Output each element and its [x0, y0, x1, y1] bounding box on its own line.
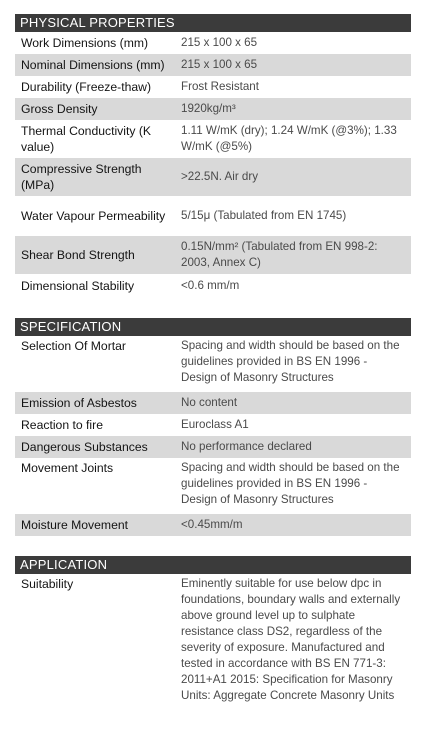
physical-properties-section: [15, 14, 411, 298]
row-value: No content: [181, 396, 238, 409]
row-label: Dimensional Stability: [21, 279, 135, 293]
row-value: >22.5N. Air dry: [181, 170, 259, 183]
application-section: [15, 556, 411, 746]
row-value: <0.45mm/m: [181, 518, 243, 531]
physical-properties-header: PHYSICAL PROPERTIES: [15, 14, 411, 32]
row-label: Water Vapour Permeability: [21, 209, 166, 223]
table-row: [15, 54, 411, 76]
specification-header: SPECIFICATION: [15, 318, 411, 336]
row-value: 1920kg/m³: [181, 102, 236, 115]
table-row: [15, 236, 411, 274]
table-row: [15, 436, 411, 458]
table-row: [15, 274, 411, 298]
row-value: Frost Resistant: [181, 80, 259, 93]
row-value: 5/15μ (Tabulated from EN 1745): [181, 209, 347, 222]
table-row: [15, 336, 411, 392]
table-row: [15, 76, 411, 98]
row-value: Spacing and width should be based on the guidelines provided in BS EN 1996 - Design of Masonry Structures: [181, 339, 400, 384]
row-label: Suitability: [21, 577, 74, 591]
row-label: Selection Of Mortar: [21, 339, 126, 353]
table-row: [15, 120, 411, 158]
row-value: Euroclass A1: [181, 418, 249, 431]
table-row: [15, 414, 411, 436]
table-row: [15, 98, 411, 120]
application-header: APPLICATION: [15, 556, 411, 574]
row-label: Moisture Movement: [21, 518, 129, 532]
table-row: [15, 32, 411, 54]
row-label: Movement Joints: [21, 461, 114, 475]
row-label: Work Dimensions (mm): [21, 36, 149, 50]
table-row: [15, 158, 411, 196]
row-value: <0.6 mm/m: [181, 279, 240, 292]
table-row: [15, 574, 411, 746]
table-row: [15, 514, 411, 536]
row-label: Compressive Strength (MPa): [21, 162, 142, 192]
row-label: Gross Density: [21, 102, 98, 116]
table-row: [15, 196, 411, 236]
row-value: No performance declared: [181, 440, 312, 453]
table-row: [15, 458, 411, 514]
row-label: Emission of Asbestos: [21, 396, 137, 410]
row-label: Reaction to fire: [21, 418, 103, 432]
row-value: Spacing and width should be based on the guidelines provided in BS EN 1996 - Design of Masonry Structures: [181, 461, 400, 506]
row-value: 215 x 100 x 65: [181, 58, 258, 71]
row-label: Thermal Conductivity (K value): [21, 124, 152, 154]
row-value: 215 x 100 x 65: [181, 36, 258, 49]
row-value: Eminently suitable for use below dpc in foundations, boundary walls and externally above ground level up to sulphate resistance class DS2, regardless of the severity of exposure. Manufactured and tested in accordance with BS EN 771-3: 2011+A1 2015: Specification for Masonry Units: Aggregate Concrete Masonry Units: [181, 577, 401, 702]
row-value: 0.15N/mm² (Tabulated from EN 998-2: 2003, Annex C): [181, 240, 378, 269]
row-label: Dangerous Substances: [21, 440, 148, 454]
row-label: Shear Bond Strength: [21, 248, 135, 262]
specification-section: [15, 318, 411, 536]
row-label: Nominal Dimensions (mm): [21, 58, 165, 72]
row-label: Durability (Freeze-thaw): [21, 80, 152, 94]
table-row: [15, 392, 411, 414]
row-value: 1.11 W/mK (dry); 1.24 W/mK (@3%); 1.33 W/mK (@5%): [181, 124, 397, 153]
